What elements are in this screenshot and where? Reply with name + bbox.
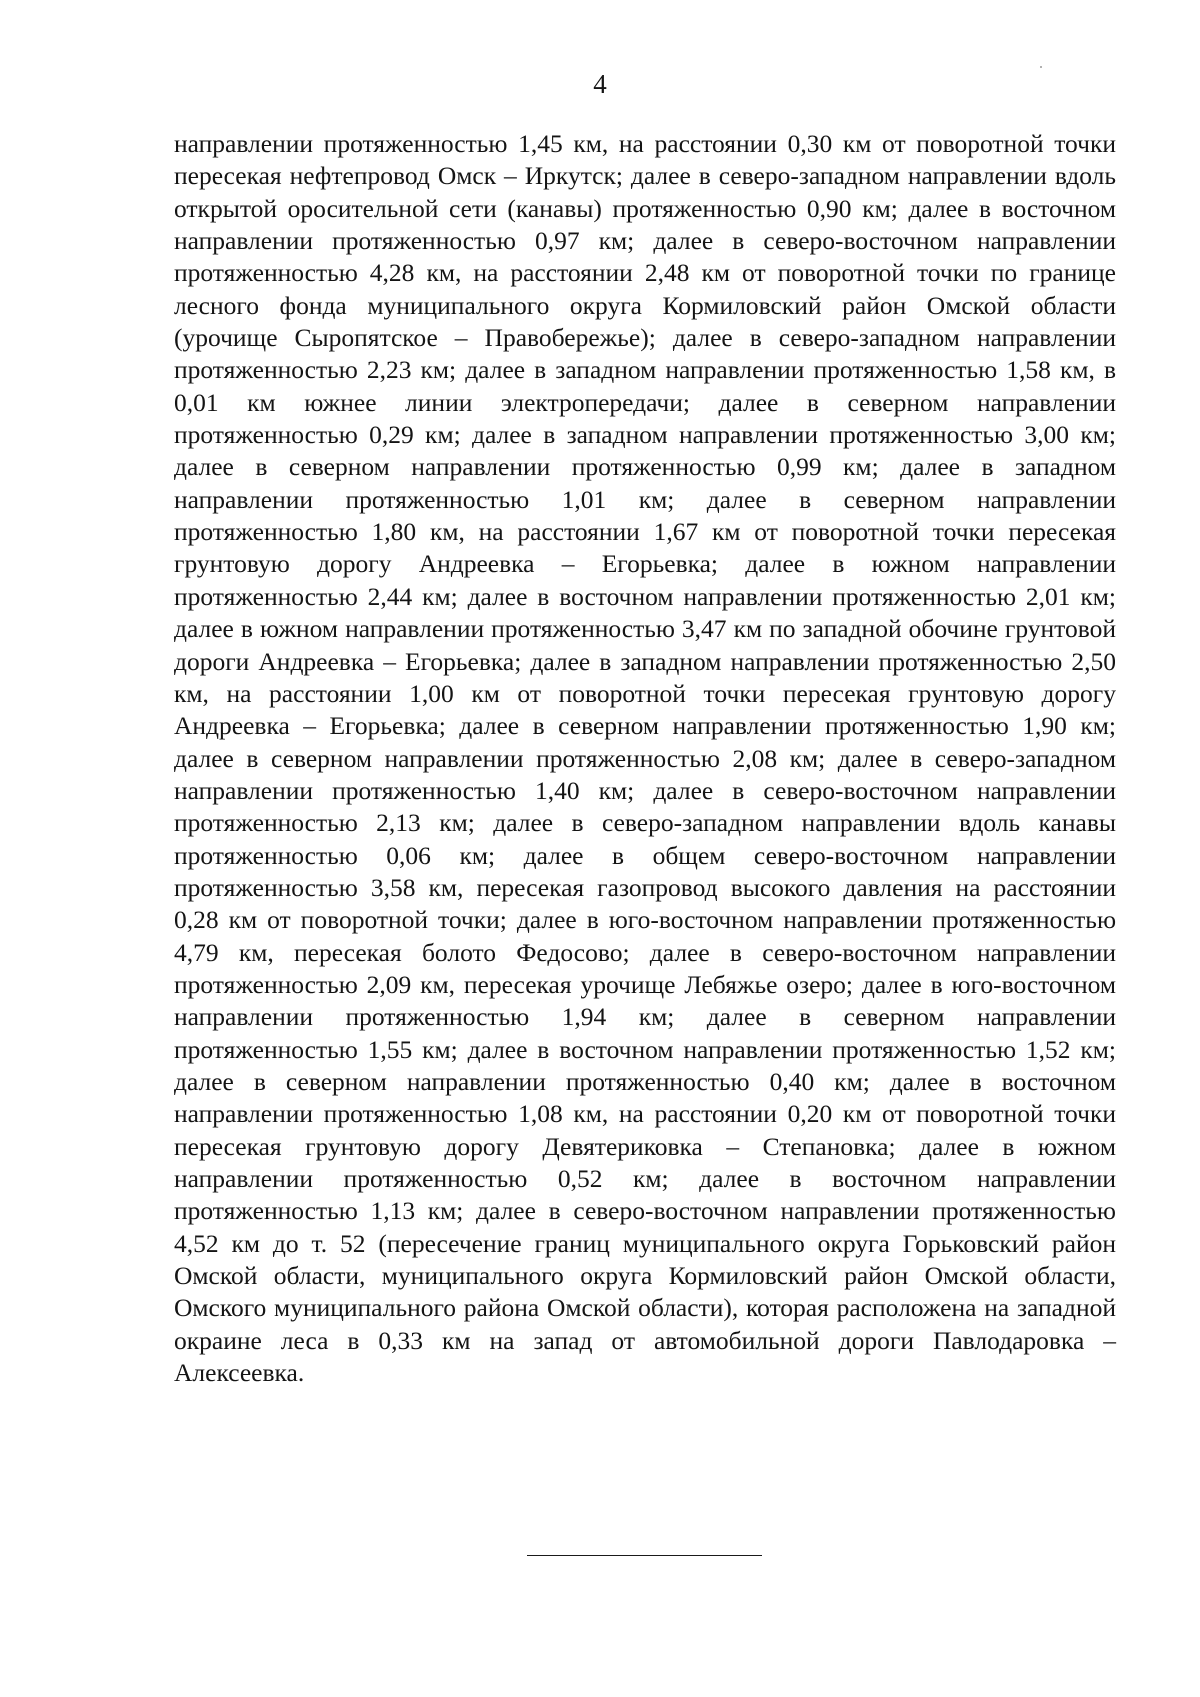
end-divider bbox=[527, 1555, 762, 1556]
body-paragraph: направлении протяженностью 1,45 км, на расстоянии 0,30 км от поворотной точки пересекая нефтепровод Омск – Иркутск; далее в северо-западном направлении вдоль открытой оросительной сети (канавы) протяженностью 0,90 км; далее в восточном направлении протяженностью 0,97 км; далее в северо-восточном направлении протяженностью 4,28 км, на расстоянии 2,48 км от поворотной точки по границе лесного фонда муниципального округа Кормиловский район Омской области (урочище Сыропятское – Правобережье); далее в северо-западном направлении протяженностью 2,23 км; далее в западном направлении протяженностью 1,58 км, в 0,01 км южнее линии электропередачи; далее в северном направлении протяженностью 0,29 км; далее в западном направлении протяженностью 3,00 км; далее в северном направлении протяженностью 0,99 км; далее в западном направлении протяженностью 1,01 км; далее в северном направлении протяженностью 1,80 км, на расстоянии 1,67 км от поворотной точки пересекая грунтовую дорогу Андреевка – Егорьевка; далее в южном направлении протяженностью 2,44 км; далее в восточном направлении протяженностью 2,01 км; далее в южном направлении протяженностью 3,47 км по западной обочине грунтовой дороги Андреевка – Егорьевка; далее в западном направлении протяженностью 2,50 км, на расстоянии 1,00 км от поворотной точки пересекая грунтовую дорогу Андреевка – Егорьевка; далее в северном направлении протяженностью 1,90 км; далее в северном направлении протяженностью 2,08 км; далее в северо-западном направлении протяженностью 1,40 км; далее в северо-восточном направлении протяженностью 2,13 км; далее в северо-западном направлении вдоль канавы протяженностью 0,06 км; далее в общем северо-восточном направлении протяженностью 3,58 км, пересекая газопровод высокого давления на расстоянии 0,28 км от поворотной точки; далее в юго-восточном направлении протяженностью 4,79 км, пересекая болото Федосово; далее в северо-восточном направлении протяженностью 2,09 км, пересекая урочище Лебяжье озеро; далее в юго-восточном направлении протяженностью 1,94 км; далее в северном направлении протяженностью 1,55 км; далее в восточном направлении протяженностью 1,52 км; далее в северном направлении протяженностью 0,40 км; далее в восточном направлении протяженностью 1,08 км, на расстоянии 0,20 км от поворотной точки пересекая грунтовую дорогу Девятериковка – Степановка; далее в южном направлении протяженностью 0,52 км; далее в восточном направлении протяженностью 1,13 км; далее в северо-восточном направлении протяженностью 4,52 км до т. 52 (пересечение границ муниципального округа Горьковский район Омской области, муниципального округа Кормиловский район Омской области, Омского муниципального района Омской области), которая расположена на западной окраине леса в 0,33 км на запад от автомобильной дороги Павлодаровка – Алексеевка. bbox=[174, 129, 1116, 1388]
page-number: 4 bbox=[593, 69, 607, 99]
scan-artifact-dot bbox=[1040, 66, 1042, 68]
